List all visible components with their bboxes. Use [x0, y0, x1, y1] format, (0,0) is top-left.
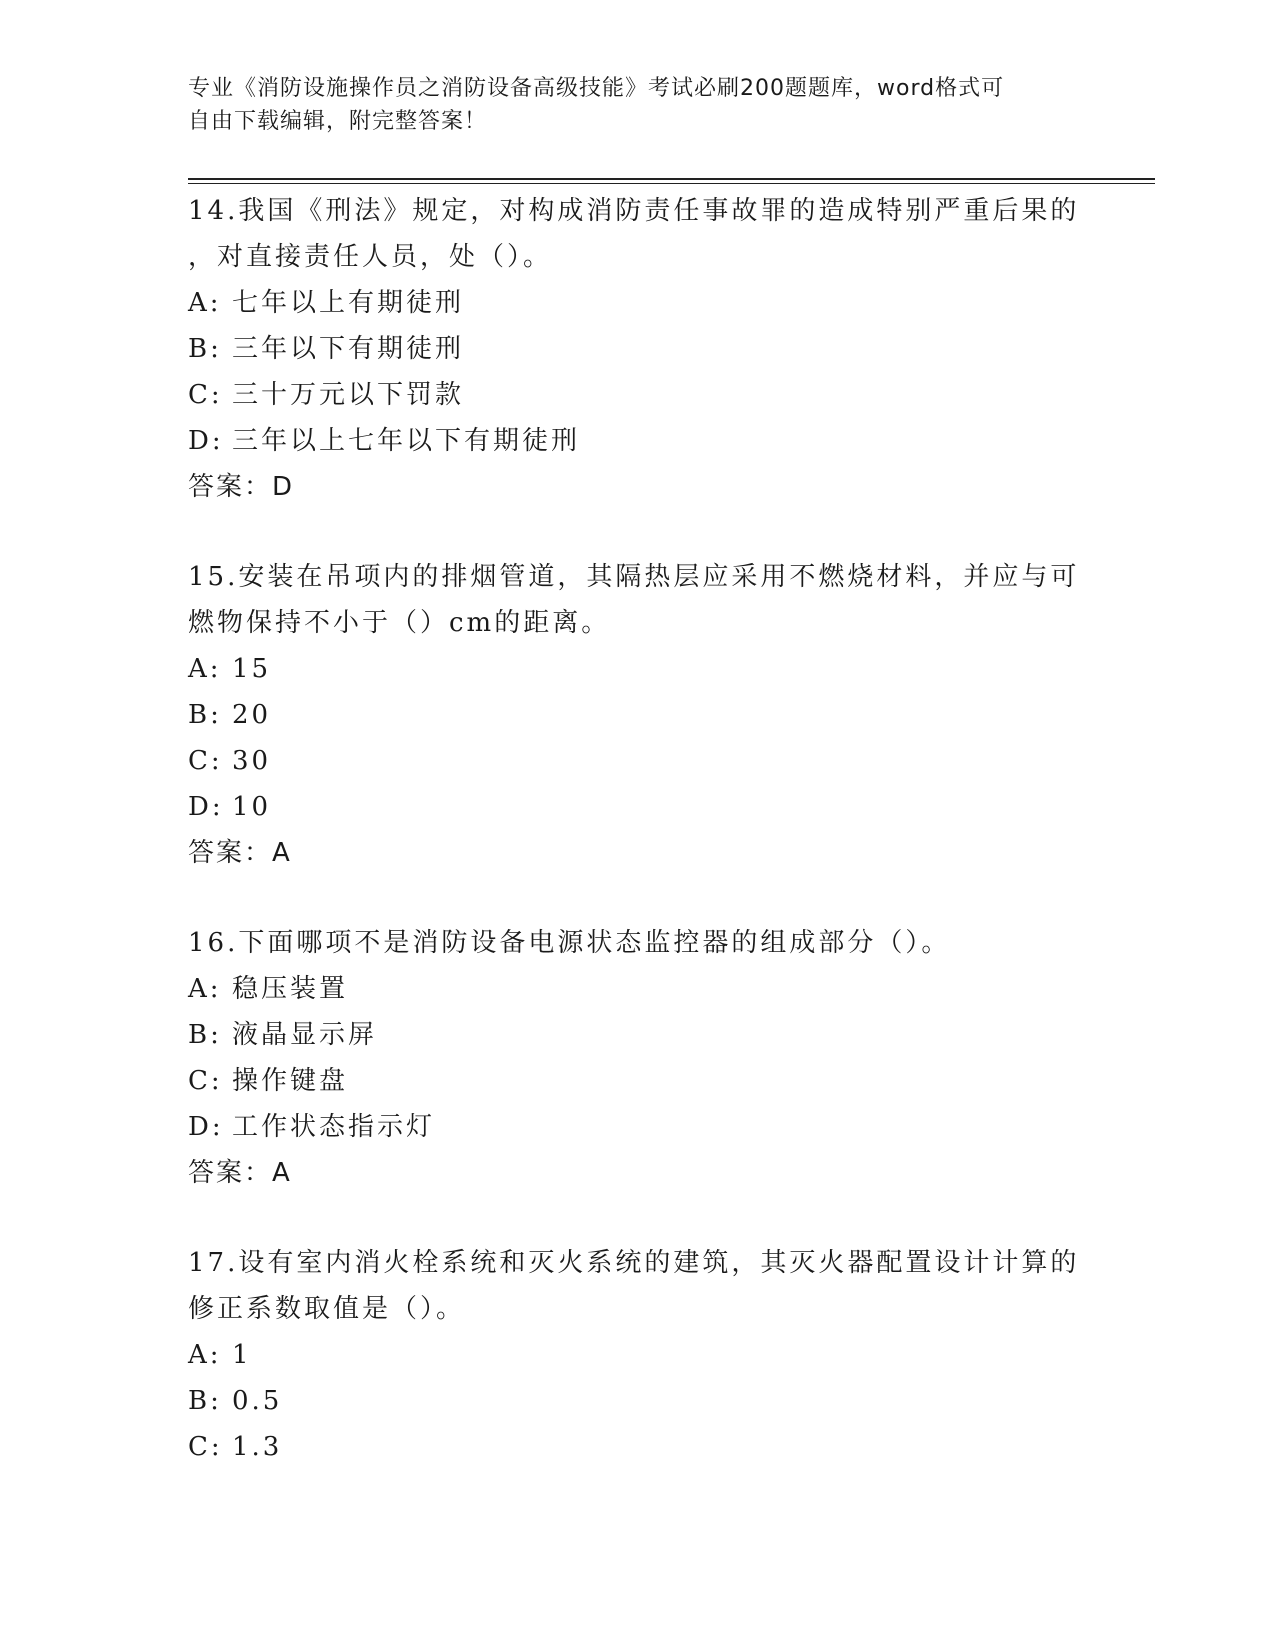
option-text: 15: [232, 654, 272, 684]
option-d: [188, 1104, 1088, 1150]
option-text: 三年以上七年以下有期徒刑: [232, 426, 581, 456]
question-16: [188, 920, 1088, 1196]
option-text: 1.3: [232, 1432, 283, 1462]
header-divider-thick: [188, 178, 1155, 180]
question-text: [188, 188, 1088, 280]
option-letter: B:: [188, 1386, 222, 1416]
question-15: [188, 554, 1088, 876]
option-text: 20: [232, 700, 272, 730]
option-text: 30: [232, 746, 272, 776]
option-text: 操作键盘: [232, 1066, 349, 1096]
option-text: 七年以上有期徒刑: [232, 288, 465, 318]
question-text: [188, 920, 1088, 966]
option-a: [188, 966, 1088, 1012]
option-c: [188, 372, 1088, 418]
question-list: [188, 188, 1088, 1514]
option-b: [188, 1012, 1088, 1058]
option-letter: C:: [188, 380, 223, 410]
header-line-2: 自由下载编辑，附完整答案！: [188, 109, 488, 134]
question-line: 15.安装在吊项内的排烟管道，其隔热层应采用不燃烧材料，并应与可: [188, 562, 1080, 592]
option-text: 三十万元以下罚款: [232, 380, 465, 410]
option-letter: A:: [188, 1340, 222, 1370]
question-line: 14.我国《刑法》规定，对构成消防责任事故罪的造成特别严重后果的: [188, 196, 1080, 226]
question-line: 燃物保持不小于（）cm的距离。: [188, 608, 611, 638]
question-line: 16.下面哪项不是消防设备电源状态监控器的组成部分（）。: [188, 928, 951, 958]
option-letter: B:: [188, 700, 222, 730]
option-letter: D:: [188, 426, 224, 456]
option-text: 0.5: [232, 1386, 283, 1416]
option-d: [188, 784, 1088, 830]
option-a: [188, 280, 1088, 326]
option-letter: C:: [188, 1432, 223, 1462]
answer-line: 答案：D: [188, 472, 295, 502]
option-text: 稳压装置: [232, 974, 349, 1004]
option-letter: A:: [188, 288, 222, 318]
option-letter: A:: [188, 654, 222, 684]
option-b: [188, 692, 1088, 738]
option-c: [188, 738, 1088, 784]
option-letter: B:: [188, 334, 222, 364]
option-text: 10: [232, 792, 272, 822]
option-c: [188, 1058, 1088, 1104]
option-text: 液晶显示屏: [232, 1020, 378, 1050]
option-b: [188, 1378, 1088, 1424]
header-divider-thin: [188, 183, 1155, 184]
option-c: [188, 1424, 1088, 1470]
question-17: [188, 1240, 1088, 1470]
question-14: [188, 188, 1088, 510]
option-letter: C:: [188, 746, 223, 776]
question-text: [188, 1240, 1088, 1332]
option-a: [188, 646, 1088, 692]
header-line-1: 专业《消防设施操作员之消防设备高级技能》考试必刷200题题库，word格式可: [188, 76, 1005, 101]
option-a: [188, 1332, 1088, 1378]
question-line: ，对直接责任人员，处（）。: [188, 242, 553, 272]
option-letter: A:: [188, 974, 222, 1004]
option-letter: D:: [188, 792, 224, 822]
answer-line: 答案：A: [188, 838, 292, 868]
question-text: [188, 554, 1088, 646]
option-b: [188, 326, 1088, 372]
document-header: [188, 72, 1068, 138]
answer-line: 答案：A: [188, 1158, 292, 1188]
option-letter: C:: [188, 1066, 223, 1096]
option-text: 1: [232, 1340, 252, 1370]
option-text: 三年以下有期徒刑: [232, 334, 465, 364]
option-text: 工作状态指示灯: [232, 1112, 436, 1142]
question-line: 修正系数取值是（）。: [188, 1294, 466, 1324]
option-letter: B:: [188, 1020, 222, 1050]
option-letter: D:: [188, 1112, 224, 1142]
question-line: 17.设有室内消火栓系统和灭火系统的建筑，其灭火器配置设计计算的: [188, 1248, 1080, 1278]
option-d: [188, 418, 1088, 464]
